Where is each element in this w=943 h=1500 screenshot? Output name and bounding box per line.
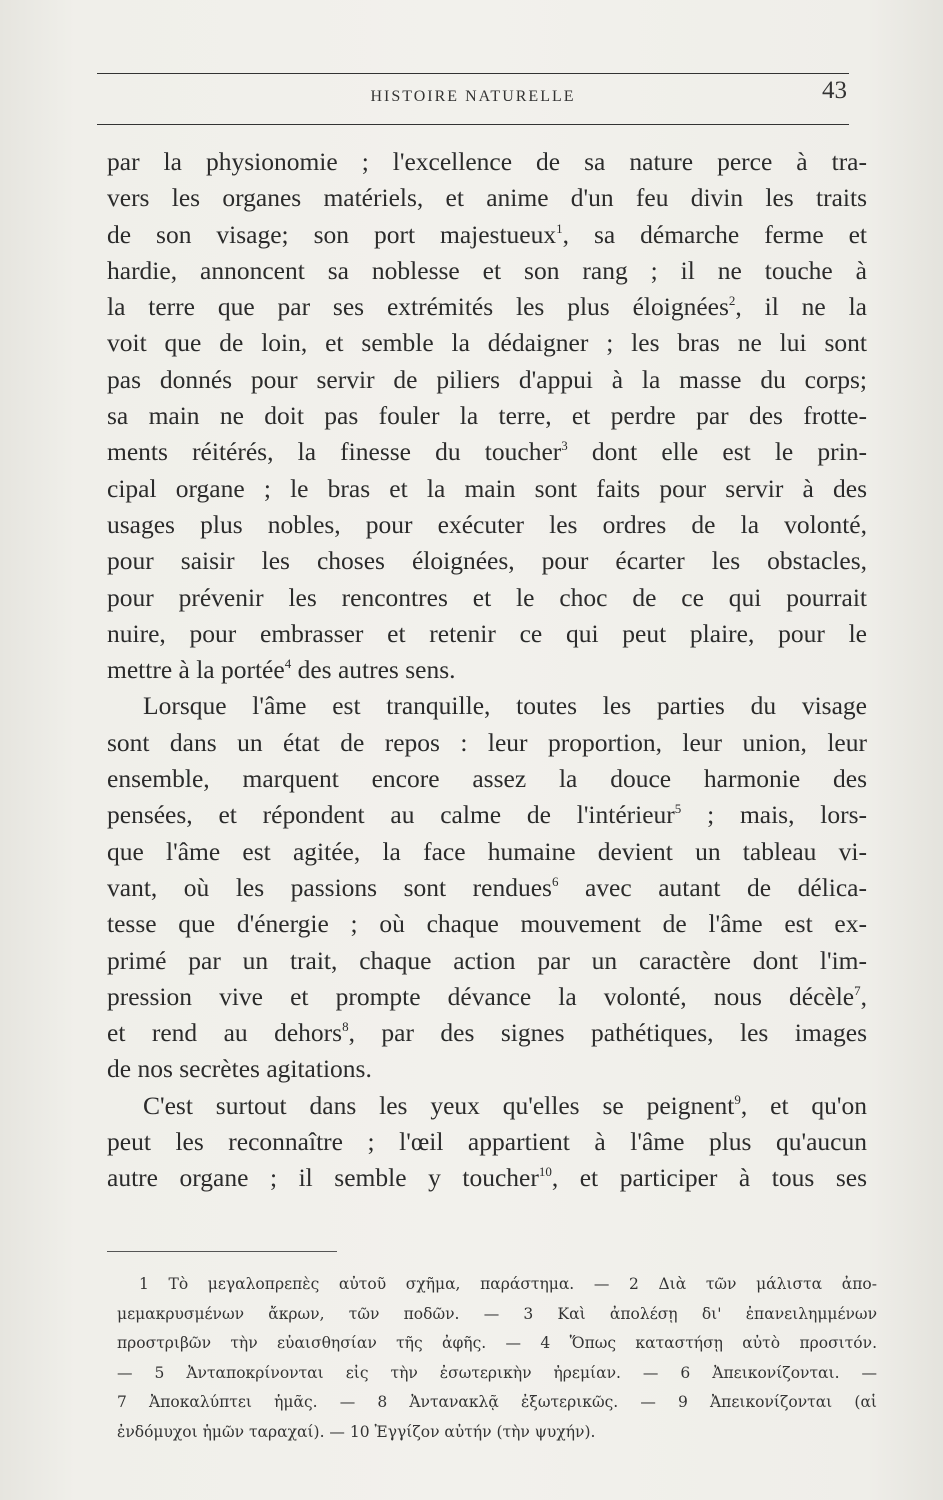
footnote-ref: 6: [551, 873, 559, 889]
text-line: sont dans un état de repos : leur proportion, leur union, leur: [107, 727, 867, 757]
text-line: peut les reconnaître ; l'œil appartient à l'âme plus qu'aucun: [107, 1127, 867, 1157]
footnote-ref: 7: [854, 982, 861, 998]
header-rule-bottom: [97, 124, 849, 125]
footnote-ref: 3: [561, 438, 568, 454]
text-line: autre organe ; il semble y toucher$^{10}$, et participer à tous ses: [107, 1163, 867, 1193]
text-line: la terre que par ses extrémités les plus éloignées$^2$, il ne la: [107, 292, 867, 322]
footnote-ref: 2: [728, 293, 736, 309]
text-line: pour saisir les choses éloignées, pour écarter les obstacles,: [107, 546, 867, 576]
footnote-ref: 5: [674, 801, 682, 817]
footnote-line: μεμακρυσμένων ἄκρων, τῶν ποδῶν. — 3 Καὶ ἀπολέσῃ δι' ἐπανειλημμένων: [117, 1304, 877, 1323]
footnote-ref: 10: [538, 1164, 552, 1180]
footnote-rule: [107, 1251, 337, 1252]
footnote-line: ἐνδόμυχοι ἡμῶν ταραχαί). — 10 Ἐγγίζον αὐτήν (τὴν ψυχήν).: [117, 1422, 596, 1441]
text-line: ments réitérés, la finesse du toucher$^3$ dont elle est le prin-: [107, 437, 867, 467]
body-text: [107, 144, 867, 1197]
text-line: pas donnés pour servir de piliers d'appui à la masse du corps;: [107, 364, 867, 394]
footnote-ref: 1: [556, 220, 563, 236]
text-line: vers les organes matériels, et anime d'un feu divin les traits: [107, 183, 867, 213]
footnote-line: προστριβῶν τὴν εὐαισθησίαν τῆς ἀφῆς. — 4 Ὅπως καταστήσῃ αὐτὸ προσιτόν.: [117, 1334, 877, 1352]
running-title: HISTOIRE NATURELLE: [370, 88, 576, 105]
text-line: pensées, et répondent au calme de l'intérieur$^5$ ; mais, lors-: [107, 800, 867, 830]
footnote-line: 1 Τὸ μεγαλοπρεπὲς αὐτοῦ σχῆμα, παράστημα. — 2 Διὰ τῶν μάλιστα ἀπο-: [139, 1275, 877, 1293]
text-line: cipal organe ; le bras et la main sont faits pour servir à des: [107, 473, 867, 503]
text-line: et rend au dehors$^8$, par des signes pathétiques, les images: [107, 1018, 867, 1048]
text-line: par la physionomie ; l'excellence de sa nature perce à tra-: [107, 147, 867, 176]
footnote-ref: 8: [342, 1019, 349, 1035]
text-line: pour prévenir les rencontres et le choc de ce qui pourrait: [107, 582, 867, 612]
text-line: C'est surtout dans les yeux qu'elles se peignent$^9$, et qu'on: [143, 1090, 867, 1120]
text-line: tesse que d'énergie ; où chaque mouvement de l'âme est ex-: [107, 909, 867, 939]
footnote-line: — 5 Ἀνταποκρίνονται εἰς τὴν ἐσωτερικὴν ἠρεμίαν. — 6 Ἀπεικονίζονται. —: [117, 1363, 877, 1382]
header-rule-top: [97, 73, 849, 74]
text-line: voit que de loin, et semble la dédaigner ; les bras ne lui sont: [107, 328, 867, 358]
text-line: Lorsque l'âme est tranquille, toutes les parties du visage: [143, 691, 867, 721]
footnotes: [117, 1270, 877, 1447]
text-line: usages plus nobles, pour exécuter les ordres de la volonté,: [107, 509, 867, 539]
text-line: sa main ne doit pas fouler la terre, et perdre par des frotte-: [107, 401, 867, 431]
text-line: mettre à la portée$^4$ des autres sens.: [107, 655, 456, 685]
text-line: nuire, pour embrasser et retenir ce qui peut plaire, pour le: [107, 618, 867, 648]
text-line: ensemble, marquent encore assez la douce harmonie des: [107, 764, 867, 794]
text-line: de nos secrètes agitations.: [107, 1054, 372, 1084]
footnote-ref: 9: [734, 1091, 741, 1107]
footnote-ref: 4: [284, 656, 292, 672]
text-line: de son visage; son port majestueux$^1$, sa démarche ferme et: [107, 219, 868, 249]
running-head: [97, 77, 849, 117]
text-line: hardie, annoncent sa noblesse et son rang ; il ne touche à: [107, 255, 867, 285]
page-number: 43: [822, 77, 847, 104]
footnote-line: 7 Ἀποκαλύπτει ἡμᾶς. — 8 Ἀντανακλᾷ ἐξωτερικῶς. — 9 Ἀπεικονίζονται (αἱ: [117, 1393, 877, 1411]
text-line: vant, où les passions sont rendues$^6$ avec autant de délica-: [107, 872, 867, 902]
text-line: que l'âme est agitée, la face humaine devient un tableau vi-: [107, 836, 867, 866]
text-line: primé par un trait, chaque action par un caractère dont l'im-: [107, 945, 867, 975]
text-line: pression vive et prompte dévance la volonté, nous décèle$^7$,: [107, 981, 867, 1011]
